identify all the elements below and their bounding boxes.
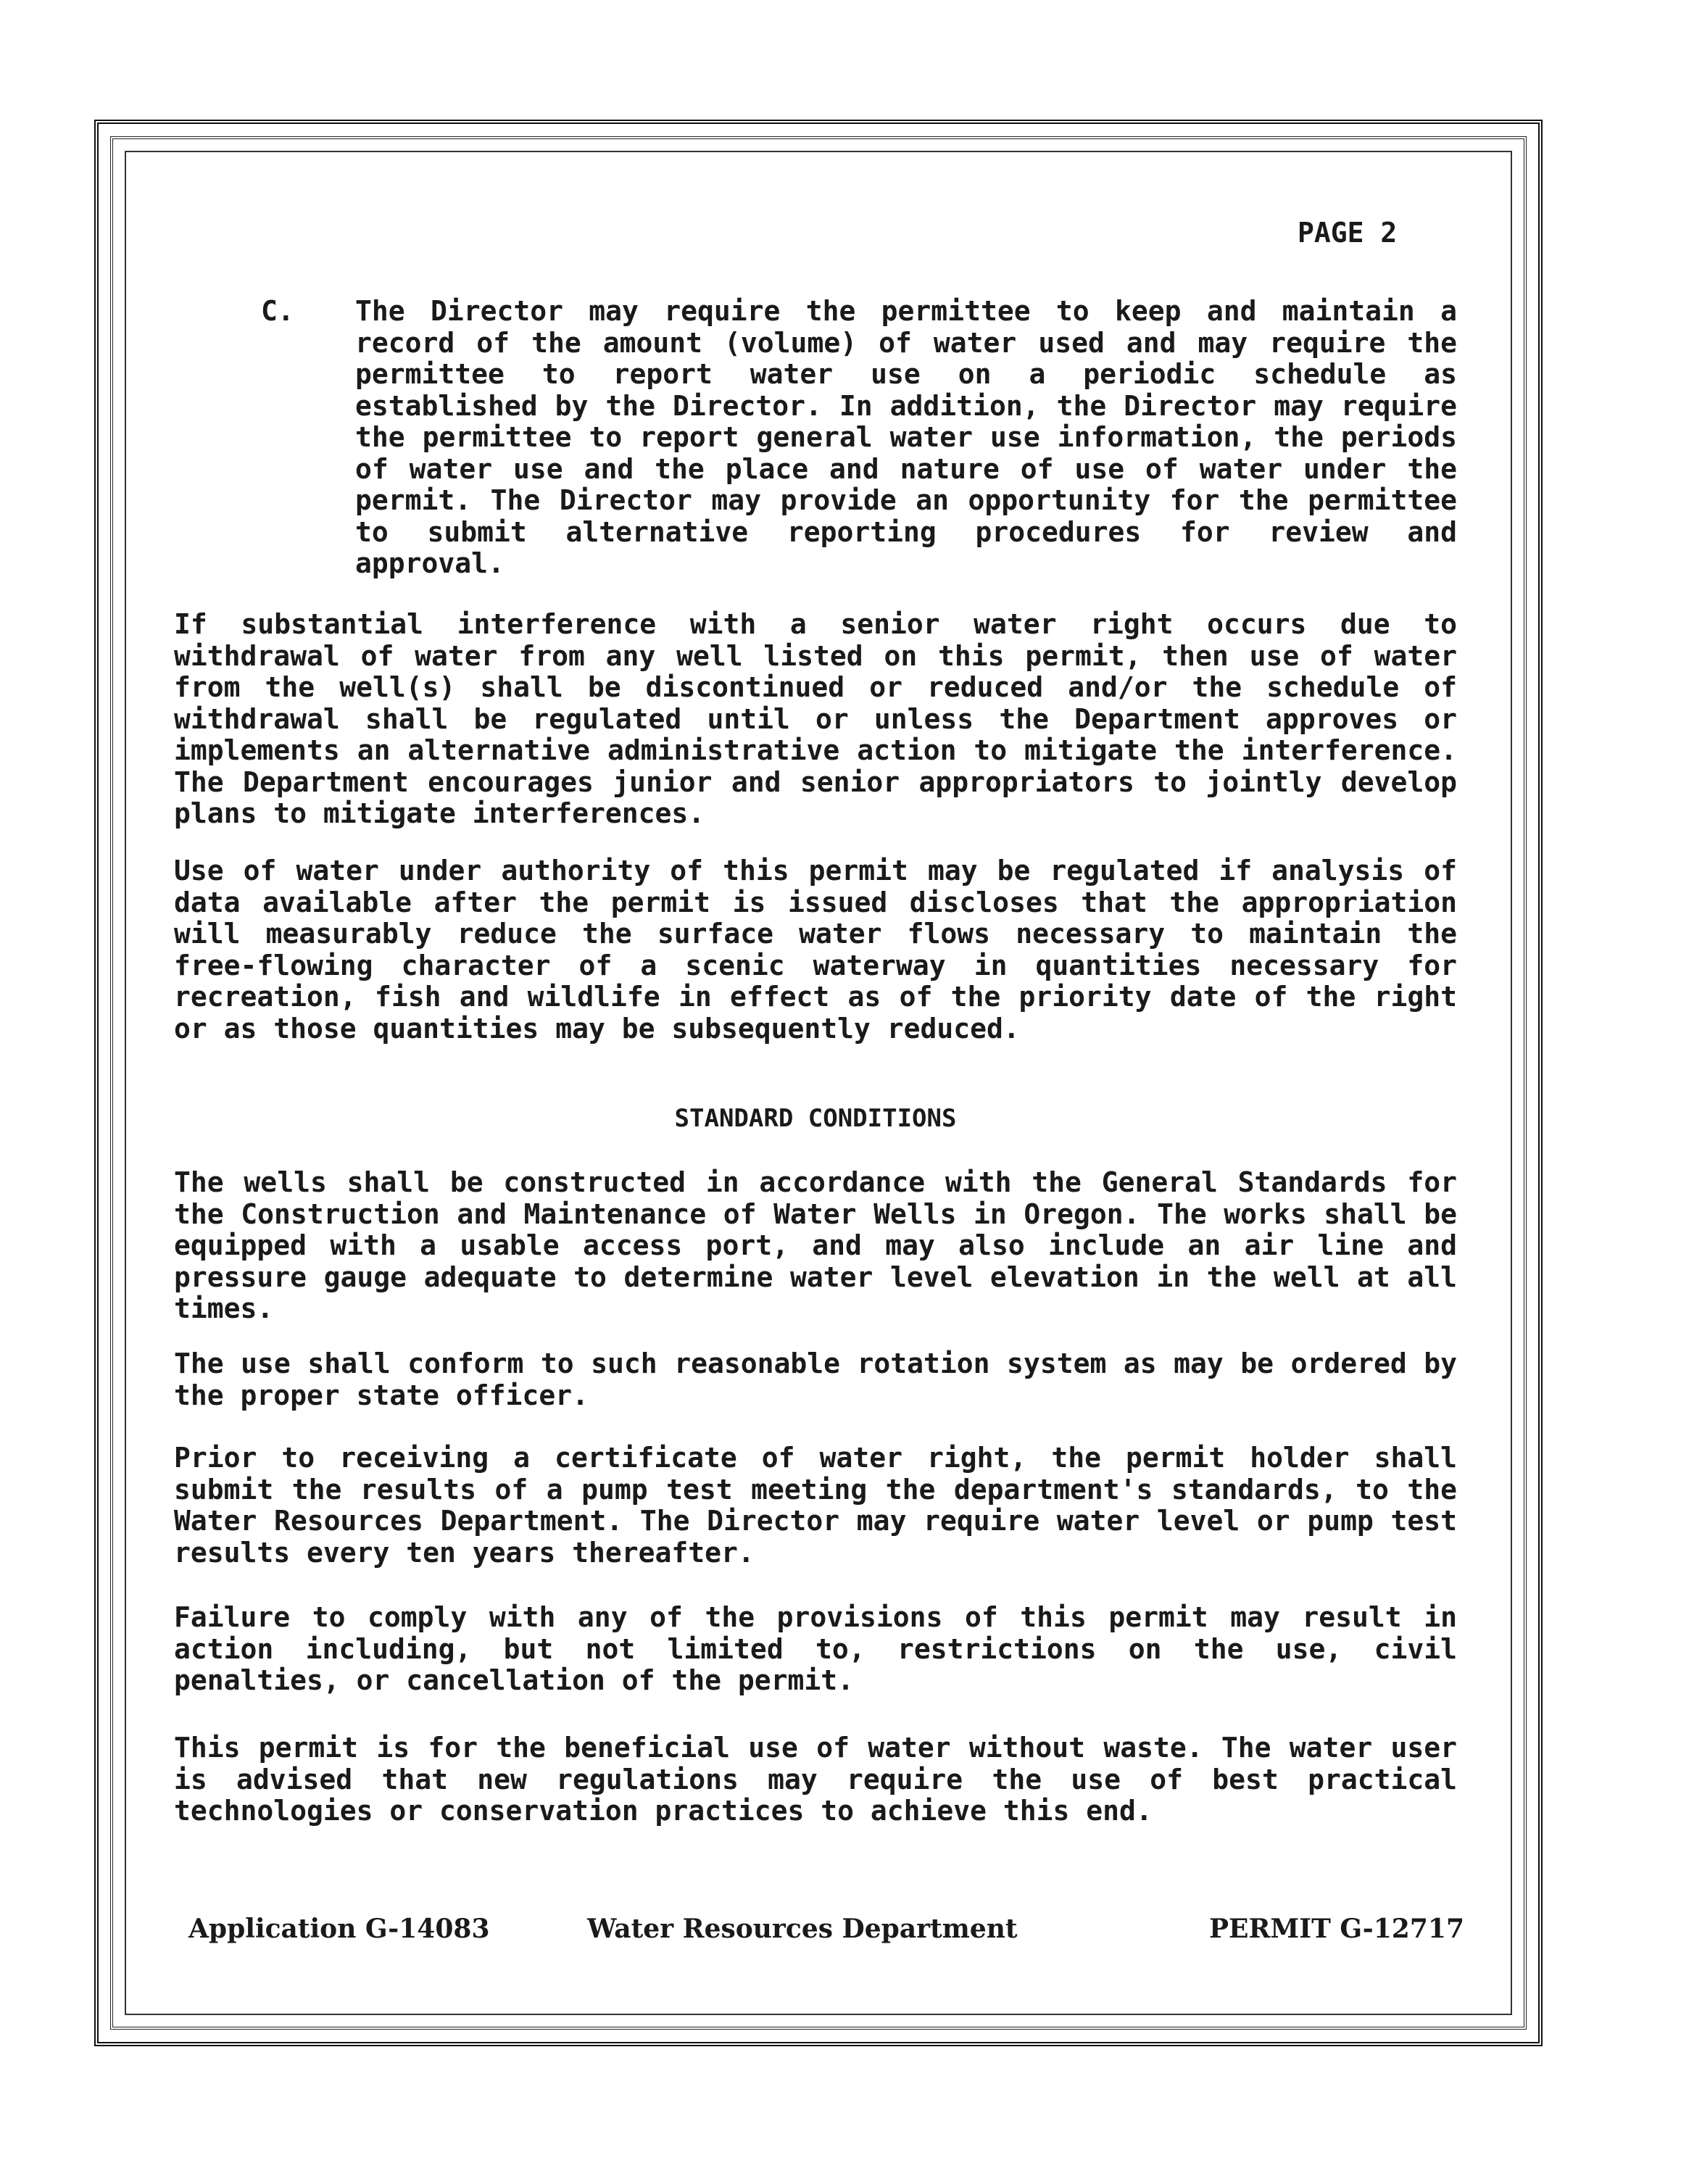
beneficial-use-paragraph: This permit is for the beneficial use of water without waste. The water user is advised that new regulations may require the use of best practical technologies or conservation practices to achieve this end. xyxy=(174,1732,1457,1827)
failure-paragraph: Failure to comply with any of the provisions of this permit may result in action including, but not limited to, restrictions on the use, civil penalties, or cancellation of the permit. xyxy=(174,1601,1457,1696)
department-name: Water Resources Department xyxy=(587,1914,1018,1944)
scenic-waterway-paragraph: Use of water under authority of this permit may be regulated if analysis of data available after the permit is issued discloses that the appropriation will measurably reduce the surface water flows necessary to maintain the free-flowing character of a scenic waterway in quantities necessary for recreation, fish and wildlife in effect as of the priority date of the right or as those quantities may be subsequently reduced. xyxy=(174,855,1457,1045)
permit-number: PERMIT G-12717 xyxy=(1208,1914,1464,1944)
pump-test-paragraph: Prior to receiving a certificate of water right, the permit holder shall submit the results of a pump test meeting the department's standards, to the Water Resources Department. The Director may require water level or pump test results every ten years thereafter. xyxy=(174,1442,1457,1569)
item-text: The Director may require the permittee to keep and maintain a record of the amount (volume) of water used and may require the permittee to report water use on a periodic schedule as established by the Director. In addition, the Director may require the permittee to report general water use information, the periods of water use and the place and nature of use of water under the permit. The Director may provide an opportunity for the permittee to submit alternative reporting procedures for review and approval. xyxy=(355,295,1457,579)
application-number: Application G-14083 xyxy=(188,1914,490,1944)
item-label: C. xyxy=(261,295,294,327)
rotation-paragraph: The use shall conform to such reasonable rotation system as may be ordered by the proper state officer. xyxy=(174,1348,1457,1411)
interference-paragraph: If substantial interference with a senior water right occurs due to withdrawal of water from any well listed on this permit, then use of water from the well(s) shall be discontinued or reduced and/or the schedule of withdrawal shall be regulated until or unless the Department approves or implements an alternative administrative action to mitigate the interference. The Department encourages junior and senior appropriators to jointly develop plans to mitigate interferences. xyxy=(174,608,1457,829)
page-footer xyxy=(188,1914,1464,1950)
wells-paragraph: The wells shall be constructed in accordance with the General Standards for the Construction and Maintenance of Water Wells in Oregon. The works shall be equipped with a usable access port, and may also include an air line and pressure gauge adequate to determine water level elevation in the well at all times. xyxy=(174,1166,1457,1324)
page-number: PAGE 2 xyxy=(1298,217,1398,249)
section-heading: STANDARD CONDITIONS xyxy=(674,1104,957,1133)
